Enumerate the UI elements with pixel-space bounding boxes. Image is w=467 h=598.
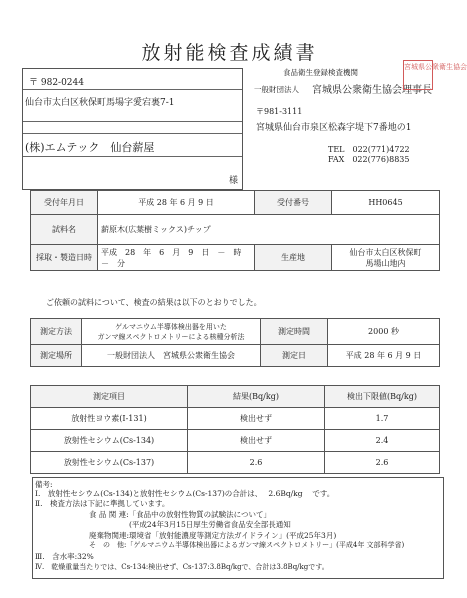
recipient-honorific: 様 [229,176,239,186]
table-row [31,408,440,430]
method-line-1: ゲルマニウム半導体検出器を用いた [115,322,227,331]
results-header-result: 結果(Bq/kg) [188,386,325,408]
notes-box [32,477,444,579]
time-value: 2000 秒 [328,319,440,345]
issuer-postal: 〒981-3111 [256,107,303,116]
recipient-postal: 〒 982-0244 [29,78,84,88]
table-row [31,430,440,452]
method-table [30,318,440,367]
result-value: 2.6 [188,452,325,474]
issuer-fax: FAX 022(776)8835 [328,155,410,164]
time-label: 測定時間 [261,319,328,345]
origin-line-1: 仙台市太白区秋保町 [349,247,422,257]
results-header-item: 測定項目 [31,386,188,408]
note-3: Ⅲ. 含水率:32% [35,552,94,561]
date-label: 測定日 [261,345,328,367]
issuer-name: 宮城県公衆衛生協会理事長 [312,85,432,96]
received-value: 平成 28 年 6 月 9 日 [98,191,255,215]
sample-table [30,190,440,271]
origin-line-2: 馬場山地内 [365,258,406,268]
number-label: 受付番号 [255,191,332,215]
recipient-box [22,68,243,190]
place-value: 一般財団法人 宮城県公衆衛生協会 [82,345,261,367]
number-value: HH0645 [332,191,440,215]
sample-value: 薪原木(広葉樹ミックス)チップ [98,215,440,245]
issuer-tel: TEL 022(771)4722 [328,145,410,154]
result-limit: 1.7 [325,408,440,430]
origin-label: 生産地 [255,245,332,271]
origin-value [332,245,440,271]
recipient-address: 仙台市太白区秋保町馬場字愛宕裏7-1 [25,98,175,108]
method-label: 測定方法 [31,319,82,345]
note-2d: そ の 他:「ゲルマニウム半導体検出器によるガンマ線スペクトロメトリー」(平成4年 文部科学省) [89,541,405,549]
notes-heading: 備考: [35,480,53,489]
note-2a: 食 品 関 連:「食品中の放射性物質の試験法について」 [89,510,272,519]
collect-label: 採取・製造日時 [31,245,98,271]
result-item: 放射性セシウム(Cs-134) [31,430,188,452]
issuer-registration: 食品衛生登録検査機関 [283,68,358,77]
received-label: 受付年月日 [31,191,98,215]
results-table [30,385,440,474]
results-header-limit: 検出下限値(Bq/kg) [325,386,440,408]
issuer-type: 一般財団法人 [254,85,299,94]
method-line-2: ガンマ線スペクトロメトリーによる核種分析法 [97,332,245,341]
page-title: 放射能検査成績書 [141,42,318,64]
note-2: Ⅱ. 検査方法は下記に準拠しています。 [35,499,170,508]
sample-label: 試料名 [31,215,98,245]
note-1: Ⅰ. 放射性セシウム(Cs-134)と放射性セシウム(Cs-137)の合計は、 2.6Bq/kg です。 [35,489,335,498]
method-value [82,319,261,345]
collect-value: 平成 28 年 6 月 9 日 － 時 － 分 [98,245,255,271]
result-value: 検出せず [188,408,325,430]
result-value: 検出せず [188,430,325,452]
date-value: 平成 28 年 6 月 9 日 [328,345,440,367]
recipient-name: (株)エムテック 仙台薪屋 [25,141,155,154]
result-limit: 2.4 [325,430,440,452]
issuer-seal: 宮城県公衆衛生協会 [403,60,433,90]
intro-text: ご依頼の試料について、検査の結果は以下のとおりでした。 [46,298,262,307]
result-item: 放射性ヨウ素(I-131) [31,408,188,430]
note-4: Ⅳ. 乾燥重量当たりでは、Cs-134:検出せず、Cs-137:3.8Bq/kgで、合計は3.8Bq/kgです。 [35,563,329,571]
note-2b: (平成24年3月15日厚生労働省食品安全部長通知 [129,520,291,529]
issuer-address: 宮城県仙台市泉区松森字堤下7番地の1 [256,123,412,133]
note-2c: 廃棄物関連:環境省「放射能濃度等測定方法ガイドライン」(平成25年3月) [89,531,337,540]
table-row [31,452,440,474]
result-item: 放射性セシウム(Cs-137) [31,452,188,474]
result-limit: 2.6 [325,452,440,474]
place-label: 測定場所 [31,345,82,367]
